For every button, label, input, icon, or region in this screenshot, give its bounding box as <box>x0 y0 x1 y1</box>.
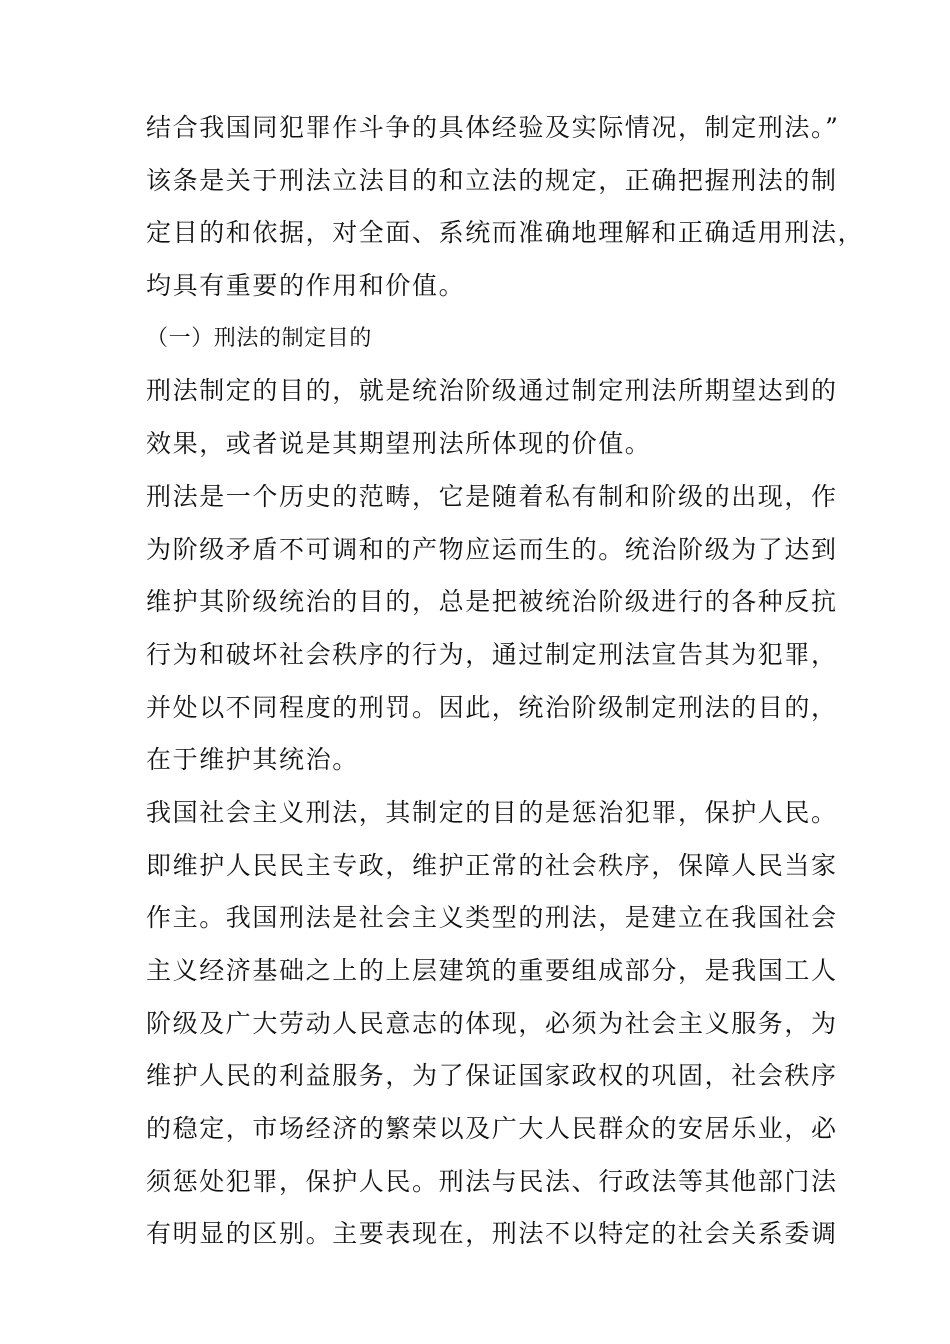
section-heading: （一）刑法的制定目的 <box>146 325 373 351</box>
paragraph-line: 须惩处犯罪，保护人民。刑法与民法、行政法等其他部门法 <box>146 1166 838 1196</box>
paragraph-line: 维护人民的利益服务，为了保证国家政权的巩固，社会秩序 <box>146 1061 838 1091</box>
paragraph-line: 的稳定，市场经济的繁荣以及广大人民群众的安居乐业，必 <box>146 1114 838 1144</box>
paragraph-line: 维护其阶级统治的目的，总是把被统治阶级进行的各种反抗 <box>146 587 838 617</box>
paragraph-line: 主义经济基础之上的上层建筑的重要组成部分，是我国工人 <box>146 956 838 985</box>
paragraph-line: 刑法是一个历史的范畴，它是随着私有制和阶级的出现，作 <box>146 481 838 511</box>
paragraph-line: 定目的和依据，对全面、系统而准确地理解和正确适用刑法， <box>146 218 865 248</box>
paragraph-line: 为阶级矛盾不可调和的产物应运而生的。统治阶级为了达到 <box>146 534 838 564</box>
paragraph-line: 该条是关于刑法立法目的和立法的规定，正确把握刑法的制 <box>146 165 838 195</box>
document-body <box>146 102 865 1261</box>
paragraph-line: 均具有重要的作用和价值。 <box>146 271 466 301</box>
paragraph-line: 有明显的区别。主要表现在，刑法不以特定的社会关系委调 <box>146 1219 838 1249</box>
paragraph-line: 作主。我国刑法是社会主义类型的刑法，是建立在我国社会 <box>146 903 838 933</box>
paragraph-line: 行为和破坏社会秩序的行为，通过制定刑法宣告其为犯罪， <box>146 639 838 669</box>
paragraph-line: 并处以不同程度的刑罚。因此，统治阶级制定刑法的目的， <box>146 692 838 722</box>
paragraph-line: 效果，或者说是其期望刑法所体现的价值。 <box>146 429 652 459</box>
paragraph-line: 结合我国同犯罪作斗争的具体经验及实际情况，制定刑法。” <box>146 113 840 142</box>
paragraph-line: 在于维护其统治。 <box>146 745 359 775</box>
paragraph-line: 刑法制定的目的，就是统治阶级通过制定刑法所期望达到的 <box>146 376 838 406</box>
paragraph-line: 我国社会主义刑法，其制定的目的是惩治犯罪，保护人民。 <box>146 797 838 827</box>
paragraph-line: 即维护人民民主专政，维护正常的社会秩序，保障人民当家 <box>146 850 838 880</box>
paragraph-line: 阶级及广大劳动人民意志的体现，必须为社会主义服务，为 <box>146 1008 838 1038</box>
